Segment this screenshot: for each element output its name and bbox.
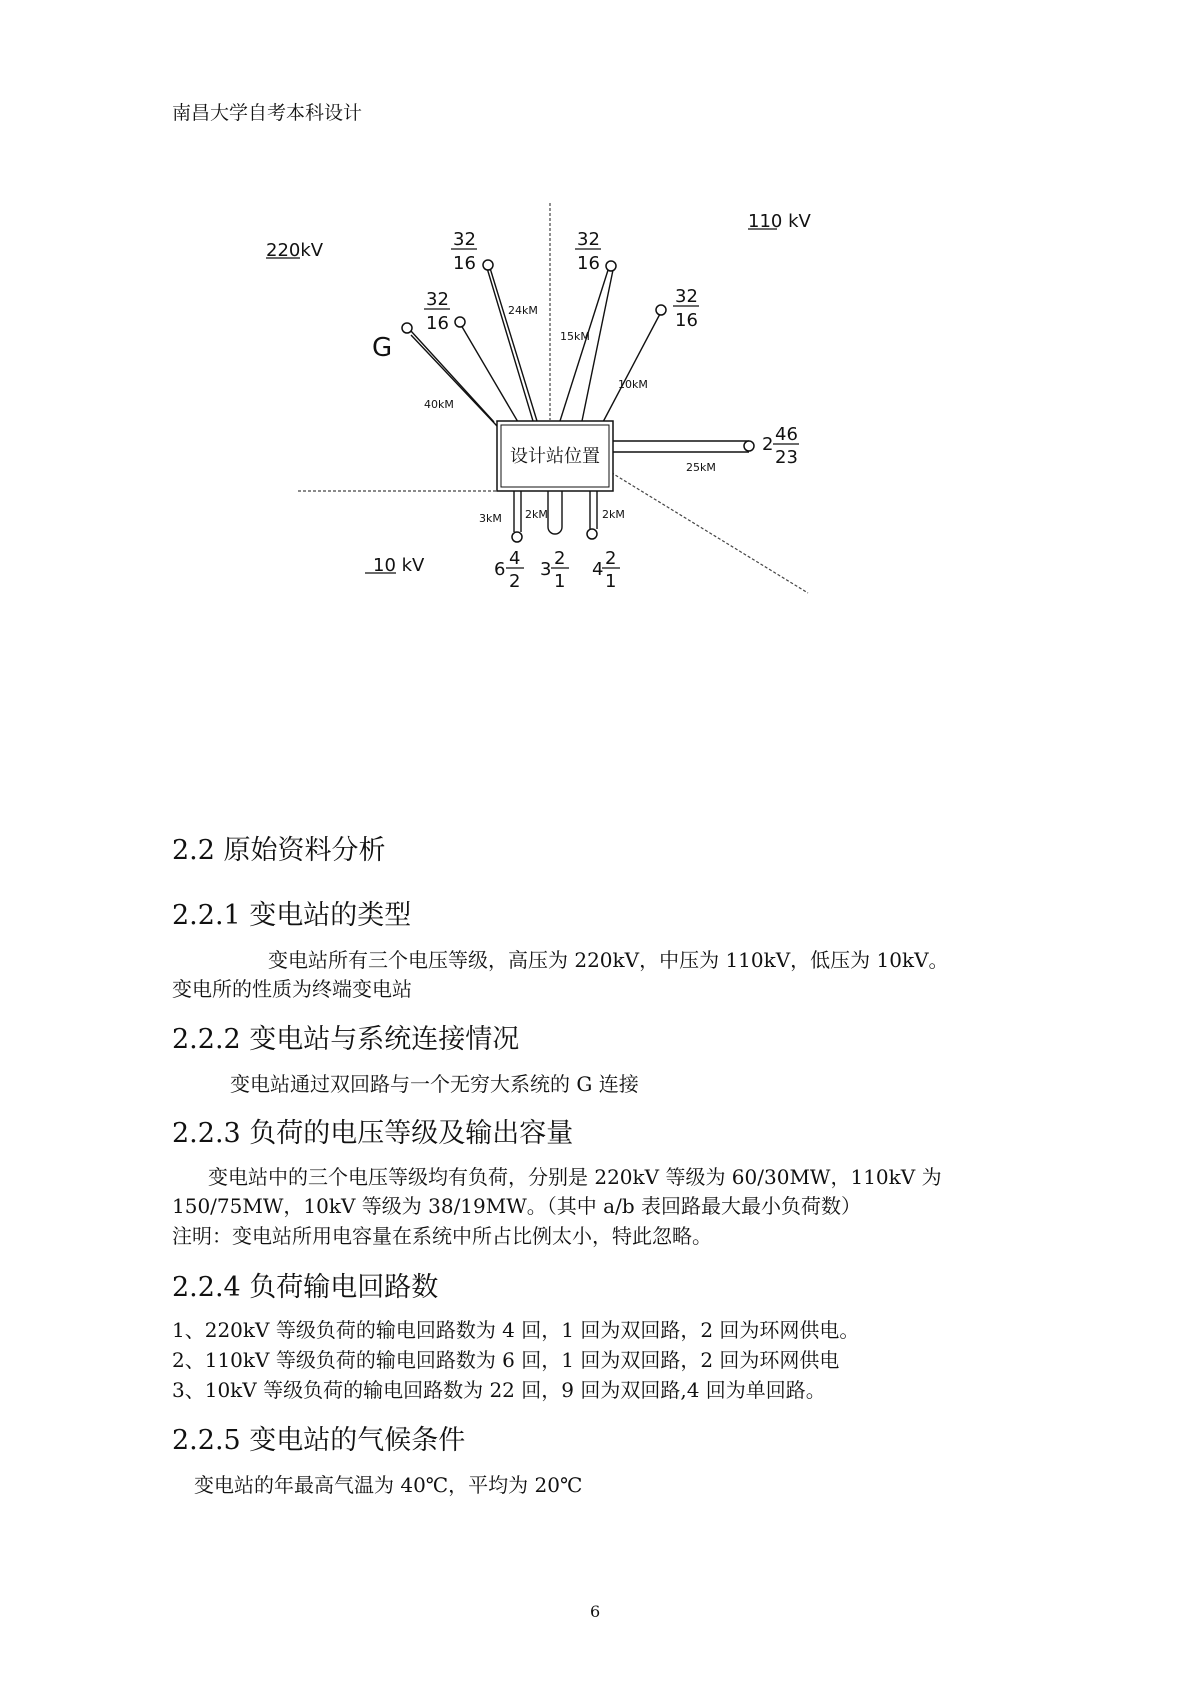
- load-prefix: 6: [494, 559, 506, 580]
- load-numerator: 2: [605, 548, 617, 569]
- list-item: 2、110kV 等级负荷的输电回路数为 6 回，1 回为双回路，2 回为环网供电: [172, 1348, 840, 1372]
- paragraph-line: 变电站中的三个电压等级均有负荷，分别是 220kV 等级为 60/30MW，110kV 为: [208, 1165, 942, 1189]
- load-numerator: 32: [675, 286, 698, 307]
- load-denominator: 16: [453, 253, 476, 274]
- list-item: 1、220kV 等级负荷的输电回路数为 4 回，1 回为双回路，2 回为环网供电。: [172, 1318, 860, 1342]
- distance-label: 24kM: [508, 304, 538, 317]
- load-denominator: 2: [509, 571, 521, 592]
- paragraph-line: 注明：变电站所用电容量在系统中所占比例太小，特此忽略。: [172, 1224, 712, 1248]
- load-node: [455, 317, 465, 327]
- distance-label: 2kM: [525, 508, 548, 521]
- load-denominator: 16: [426, 313, 449, 334]
- paragraph-line: 变电所的性质为终端变电站: [172, 977, 412, 1001]
- section-heading-2-2-5: 2.2.5 变电站的气候条件: [172, 1425, 466, 1456]
- load-denominator: 16: [675, 310, 698, 331]
- paragraph-line: 变电站所有三个电压等级，高压为 220kV，中压为 110kV，低压为 10kV。: [268, 948, 949, 972]
- load-denominator: 1: [554, 571, 566, 592]
- load-prefix: 4: [592, 559, 604, 580]
- section-heading-2-2-1: 2.2.1 变电站的类型: [172, 900, 412, 931]
- paragraph-line: 150/75MW，10kV 等级为 38/19MW。（其中 a/b 表回路最大最小负荷数）: [172, 1194, 861, 1218]
- load-numerator: 4: [509, 548, 521, 569]
- distance-label: 25kM: [686, 461, 716, 474]
- load-node: [587, 529, 597, 539]
- load-numerator: 46: [775, 424, 798, 445]
- load-prefix: 3: [540, 559, 552, 580]
- load-node: [656, 305, 666, 315]
- substation-label: 设计站位置: [510, 446, 600, 467]
- section-heading-2-2: 2.2 原始资料分析: [172, 835, 386, 866]
- paragraph-line: 变电站通过双回路与一个无穷大系统的 G 连接: [230, 1072, 639, 1096]
- load-numerator: 32: [453, 229, 476, 250]
- load-numerator: 32: [426, 289, 449, 310]
- substation-diagram: [0, 180, 1191, 620]
- load-denominator: 16: [577, 253, 600, 274]
- load-node: [483, 260, 493, 270]
- paragraph-line: 变电站的年最高气温为 40℃，平均为 20℃: [194, 1473, 583, 1497]
- load-node: [512, 532, 522, 542]
- section-heading-2-2-2: 2.2.2 变电站与系统连接情况: [172, 1024, 520, 1055]
- load-numerator: 2: [554, 548, 566, 569]
- distance-label: 2kM: [602, 508, 625, 521]
- load-denominator: 23: [775, 447, 798, 468]
- load-denominator: 1: [605, 571, 617, 592]
- load-numerator: 32: [577, 229, 600, 250]
- divider-diagonal: [607, 470, 808, 593]
- page-number: 6: [590, 1602, 601, 1621]
- load-prefix: 2: [762, 434, 774, 455]
- list-item: 3、10kV 等级负荷的输电回路数为 22 回，9 回为双回路,4 回为单回路。: [172, 1378, 826, 1402]
- distance-label: 40kM: [424, 398, 454, 411]
- page-header: 南昌大学自考本科设计: [172, 102, 363, 124]
- distance-label: 15kM: [560, 330, 590, 343]
- distance-label: 10kM: [618, 378, 648, 391]
- section-heading-2-2-4: 2.2.4 负荷输电回路数: [172, 1272, 439, 1303]
- voltage-110-label: 110 kV: [748, 211, 811, 232]
- distance-label: 3kM: [479, 512, 502, 525]
- section-heading-2-2-3: 2.2.3 负荷的电压等级及输出容量: [172, 1118, 574, 1149]
- generator-label: G: [372, 333, 393, 363]
- load-node: [606, 261, 616, 271]
- voltage-10-label: 10 kV: [373, 555, 425, 576]
- generator-node: [402, 323, 412, 333]
- load-node: [744, 441, 754, 451]
- voltage-220-label: 220kV: [266, 240, 324, 261]
